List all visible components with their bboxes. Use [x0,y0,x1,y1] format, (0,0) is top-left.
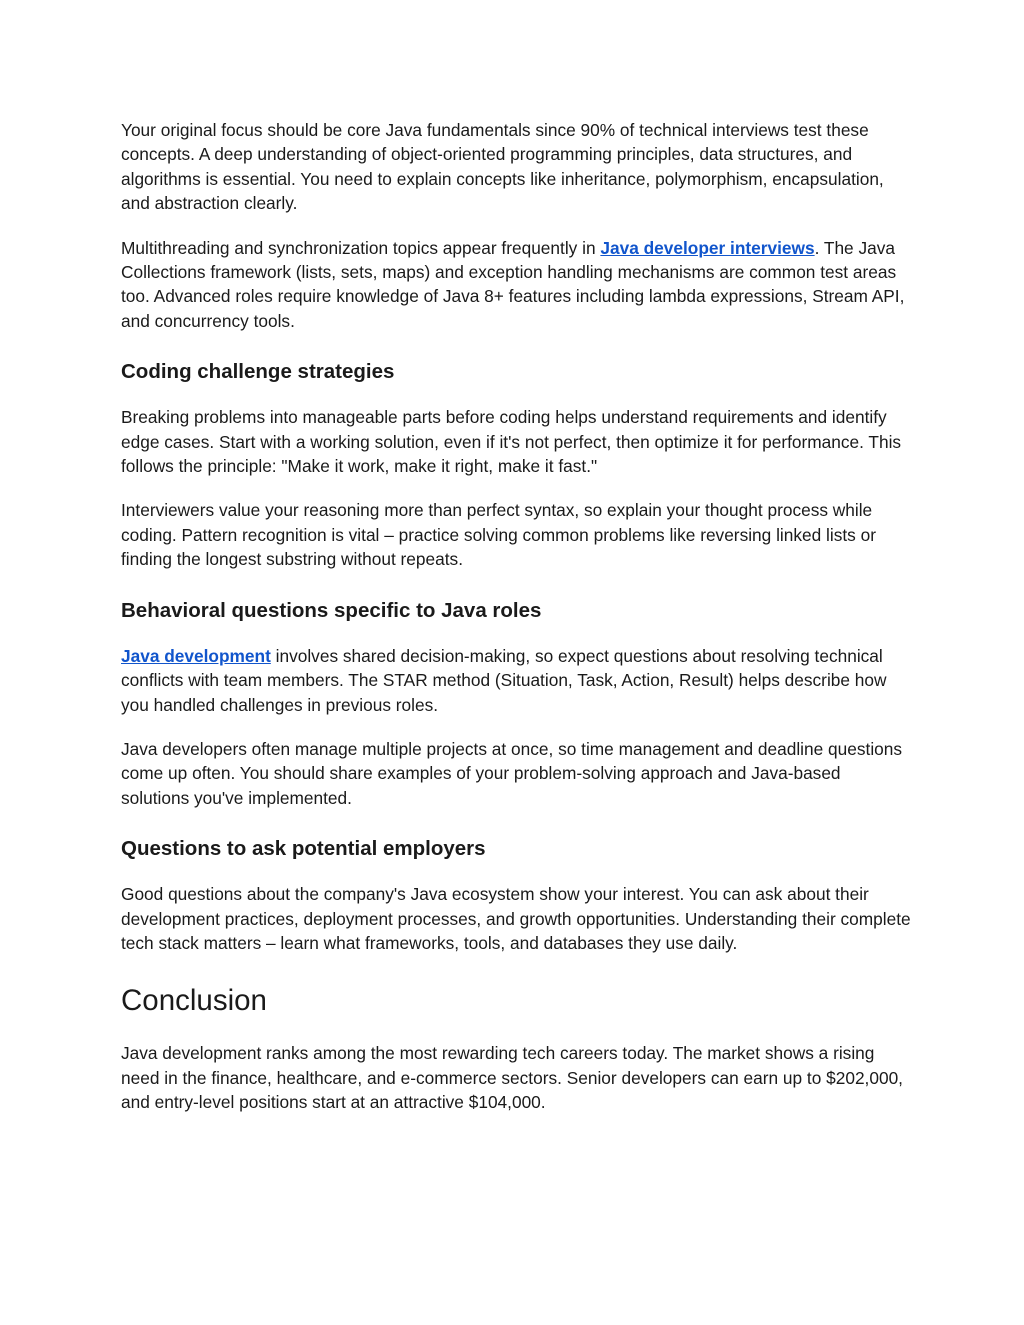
document-page [121,118,911,1115]
intro-paragraph-1: Your original focus should be core Java fundamentals since 90% of technical interviews test these concepts. A deep understanding of object-oriented programming principles, data structures, and algorithms is essential. You need to explain concepts like inheritance, polymorphism, encapsulation, and abstraction clearly. [121,120,884,214]
coding-paragraph-2: Interviewers value your reasoning more than perfect syntax, so explain your thought process while coding. Pattern recognition is vital – practice solving common problems like reversing linked lists or finding the longest substring without repeats. [121,500,876,570]
coding-challenge-heading: Coding challenge strategies [121,360,395,384]
intro-paragraph-2-text-before: Multithreading and synchronization topics appear frequently in [121,237,601,258]
java-development-link[interactable]: Java development [121,645,271,666]
java-developer-interviews-link[interactable]: Java developer interviews [600,237,815,258]
questions-to-ask-heading: Questions to ask potential employers [121,837,486,861]
intro-paragraph-2 [121,236,911,334]
intro-paragraph-2-text-after: . The Java Collections framework (lists, sets, maps) and exception handling mechanisms are common test areas too. Advanced roles require knowledge of Java 8+ features including lambda expressions, Stream API, and concurrency tools. [121,237,905,331]
questions-paragraph-1: Good questions about the company's Java ecosystem show your interest. You can ask about their development practices, deployment processes, and growth opportunities. Understanding their complete tech stack matters – learn what frameworks, tools, and databases they use daily. [121,884,911,953]
behavioral-paragraph-1-text: involves shared decision-making, so expect questions about resolving technical conflicts with team members. The STAR method (Situation, Task, Action, Result) helps describe how you handled challenges in previous roles. [121,645,887,715]
conclusion-heading: Conclusion [121,984,267,1018]
behavioral-questions-heading: Behavioral questions specific to Java roles [121,598,542,622]
behavioral-paragraph-1 [121,644,911,717]
coding-paragraph-1: Breaking problems into manageable parts before coding helps understand requirements and identify edge cases. Start with a working solution, even if it's not perfect, then optimize it for performance. This follows the principle: "Make it work, make it right, make it fast." [121,407,902,477]
behavioral-paragraph-2: Java developers often manage multiple projects at once, so time management and deadline questions come up often. You should share examples of your problem-solving approach and Java-based solutions you've implemented. [121,738,903,808]
conclusion-paragraph-1: Java development ranks among the most rewarding tech careers today. The market shows a rising need in the finance, healthcare, and e-commerce sectors. Senior developers can earn up to $202,000, and entry-level positions start at an attractive $104,000. [121,1043,903,1113]
